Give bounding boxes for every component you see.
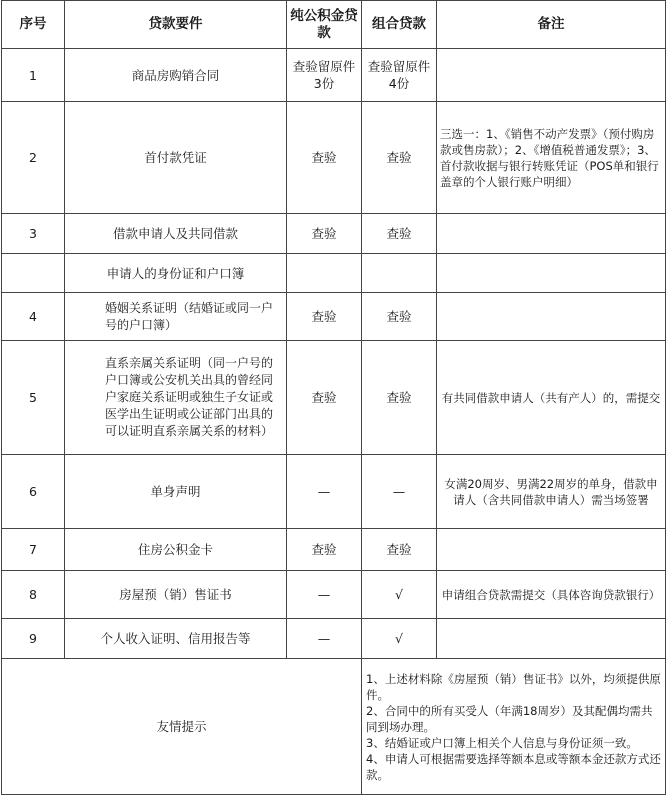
- row-seq: 3: [2, 214, 65, 254]
- row-seq: 5: [2, 341, 65, 455]
- row-pure: 查验留原件3份: [287, 49, 362, 102]
- row-item: 借款申请人及共同借款: [65, 214, 287, 254]
- row-item: 房屋预（销）售证书: [65, 571, 287, 619]
- header-pure-fund: 纯公积金贷款: [287, 1, 362, 49]
- row-remark: [437, 293, 666, 341]
- row-seq: 4: [2, 293, 65, 341]
- row-item: 婚姻关系证明（结婚证或同一户号的户口簿）: [65, 293, 287, 341]
- row-combo: 查验留原件4份: [362, 49, 437, 102]
- row-seq: 1: [2, 49, 65, 102]
- header-combo: 组合贷款: [362, 1, 437, 49]
- row-item: 申请人的身份证和户口簿: [65, 254, 287, 293]
- table-row: [2, 49, 666, 102]
- row-combo: 查验: [362, 341, 437, 455]
- row-seq: 6: [2, 455, 65, 529]
- row-remark: 三选一：1、《销售不动产发票》（预付购房款或售房款）；2、《增值税普通发票》；3、首付款收据与银行转账凭证（POS单和银行盖章的个人银行账户明细）: [437, 102, 666, 214]
- row-combo: —: [362, 455, 437, 529]
- row-remark: 有共同借款申请人（共有产人）的，需提交: [437, 341, 666, 455]
- row-pure: —: [287, 571, 362, 619]
- table-row: [2, 529, 666, 571]
- row-seq: 7: [2, 529, 65, 571]
- row-combo: 查验: [362, 529, 437, 571]
- tips-label: 友情提示: [2, 659, 362, 795]
- row-pure: 查验: [287, 529, 362, 571]
- row-remark: [437, 619, 666, 659]
- row-pure: 查验: [287, 102, 362, 214]
- row-combo: √: [362, 571, 437, 619]
- row-combo: 查验: [362, 293, 437, 341]
- header-item: 贷款要件: [65, 1, 287, 49]
- table-row: [2, 455, 666, 529]
- row-item: 商品房购销合同: [65, 49, 287, 102]
- tip-line: 2、合同中的所有买受人（年满18周岁）及其配偶均需共同到场办理。: [366, 703, 653, 734]
- table-row: [2, 102, 666, 214]
- row-pure: —: [287, 619, 362, 659]
- table-row: [2, 341, 666, 455]
- table-row: [2, 571, 666, 619]
- row-seq: 2: [2, 102, 65, 214]
- table-row: [2, 619, 666, 659]
- row-pure: 查验: [287, 293, 362, 341]
- table-row: [2, 214, 666, 254]
- row-remark: 申请组合贷款需提交（具体咨询贷款银行）: [437, 571, 666, 619]
- row-pure: 查验: [287, 214, 362, 254]
- row-item: 个人收入证明、信用报告等: [65, 619, 287, 659]
- tip-line: 1、上述材料除《房屋预（销）售证书》以外，均须提供原件。: [366, 671, 661, 702]
- header-remark: 备注: [437, 1, 666, 49]
- row-combo: 查验: [362, 102, 437, 214]
- row-remark: 女满20周岁、男满22周岁的单身，借款申请人（含共同借款申请人）需当场签署: [437, 455, 666, 529]
- header-seq: 序号: [2, 1, 65, 49]
- tips-content: [362, 659, 666, 795]
- row-remark: [437, 254, 666, 293]
- header-row: [2, 1, 666, 49]
- tip-line: 3、结婚证或户口簿上相关个人信息与身份证须一致。: [366, 735, 638, 750]
- row-pure: [287, 254, 362, 293]
- row-pure: —: [287, 455, 362, 529]
- row-remark: [437, 49, 666, 102]
- row-combo: 查验: [362, 214, 437, 254]
- row-seq: [2, 254, 65, 293]
- table-row: [2, 254, 666, 293]
- loan-requirements-table: [1, 0, 666, 795]
- row-pure: 查验: [287, 341, 362, 455]
- tip-line: 4、申请人可根据需要选择等额本息或等额本金还款方式还款。: [366, 751, 661, 782]
- row-item: 直系亲属关系证明（同一户号的户口簿或公安机关出具的曾经同户家庭关系证明或独生子女证或医学出生证明或公证部门出具的可以证明直系亲属关系的材料）: [65, 341, 287, 455]
- row-combo: [362, 254, 437, 293]
- row-item: 首付款凭证: [65, 102, 287, 214]
- row-item: 单身声明: [65, 455, 287, 529]
- row-remark: [437, 529, 666, 571]
- row-seq: 8: [2, 571, 65, 619]
- tips-row: [2, 659, 666, 795]
- row-remark: [437, 214, 666, 254]
- table-row: [2, 293, 666, 341]
- row-combo: √: [362, 619, 437, 659]
- row-item: 住房公积金卡: [65, 529, 287, 571]
- row-seq: 9: [2, 619, 65, 659]
